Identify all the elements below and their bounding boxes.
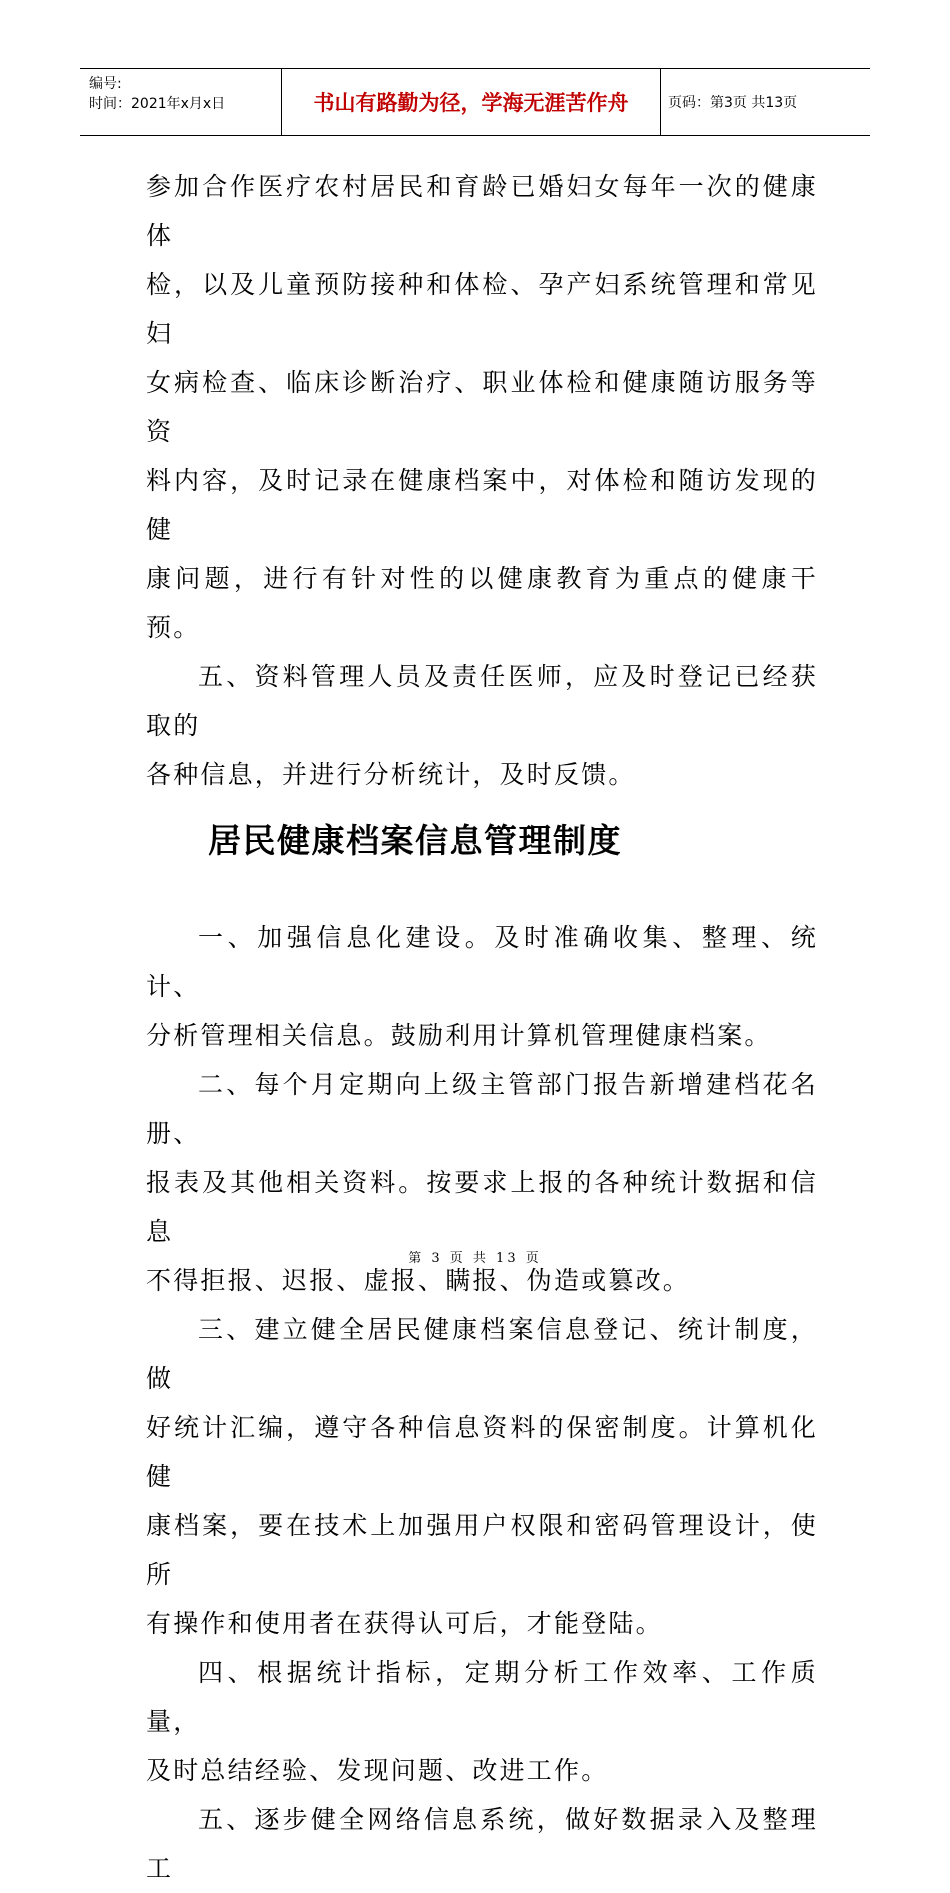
paragraph-item-5-previous [146,652,818,799]
paragraph-item-3 [146,1305,818,1648]
text-line: 女病检查、临床诊断治疗、职业体检和健康随访服务等资 [146,368,818,446]
text-line: 不得拒报、迟报、虚报、瞒报、伪造或篡改。 [146,1266,691,1295]
header-page-number: 页码：第3页 共13页 [668,95,798,111]
page-footer: 第 3 页 共 13 页 [408,1251,542,1266]
text-line: 及时总结经验、发现问题、改进工作。 [146,1756,609,1785]
text-line: 一、加强信息化建设。及时准确收集、整理、统计、 [146,923,818,1001]
text-line: 各种信息，并进行分析统计，及时反馈。 [146,760,636,789]
document-time-label: 时间：2021年x月x日 [89,96,226,112]
paragraph-item-5 [146,1795,818,1893]
text-line: 五、资料管理人员及责任医师，应及时登记已经获取的 [146,662,818,740]
text-line: 参加合作医疗农村居民和育龄已婚妇女每年一次的健康体 [146,172,818,250]
document-body [146,162,818,1893]
text-line: 康问题，进行有针对性的以健康教育为重点的健康干预。 [146,564,818,642]
text-line: 好统计汇编，遵守各种信息资料的保密制度。计算机化健 [146,1413,818,1491]
header-divider-right [660,69,661,135]
text-line: 料内容，及时记录在健康档案中，对体检和随访发现的健 [146,466,818,544]
text-line: 分析管理相关信息。鼓励利用计算机管理健康档案。 [146,1021,772,1050]
paragraph-item-2 [146,1060,818,1305]
page-header [80,68,870,136]
paragraph-item-1 [146,913,818,1060]
text-line: 五、逐步健全网络信息系统，做好数据录入及整理工 [146,1805,818,1883]
paragraph-item-4 [146,1648,818,1795]
text-line: 有操作和使用者在获得认可后，才能登陆。 [146,1609,663,1638]
header-meta [80,69,281,135]
text-line: 报表及其他相关资料。按要求上报的各种统计数据和信息 [146,1168,818,1246]
section-title: 居民健康档案信息管理制度 [208,821,622,860]
document-number-label: 编号: [89,76,122,92]
text-line: 四、根据统计指标，定期分析工作效率、工作质量， [146,1658,818,1736]
header-motto: 书山有路勤为径，学海无涯苦作舟 [313,91,629,115]
text-line: 检，以及儿童预防接种和体检、孕产妇系统管理和常见妇 [146,270,818,348]
continued-paragraph [146,162,818,652]
text-line: 康档案，要在技术上加强用户权限和密码管理设计，使所 [146,1511,818,1589]
text-line: 二、每个月定期向上级主管部门报告新增建档花名册、 [146,1070,818,1148]
text-line: 三、建立健全居民健康档案信息登记、统计制度，做 [146,1315,818,1393]
